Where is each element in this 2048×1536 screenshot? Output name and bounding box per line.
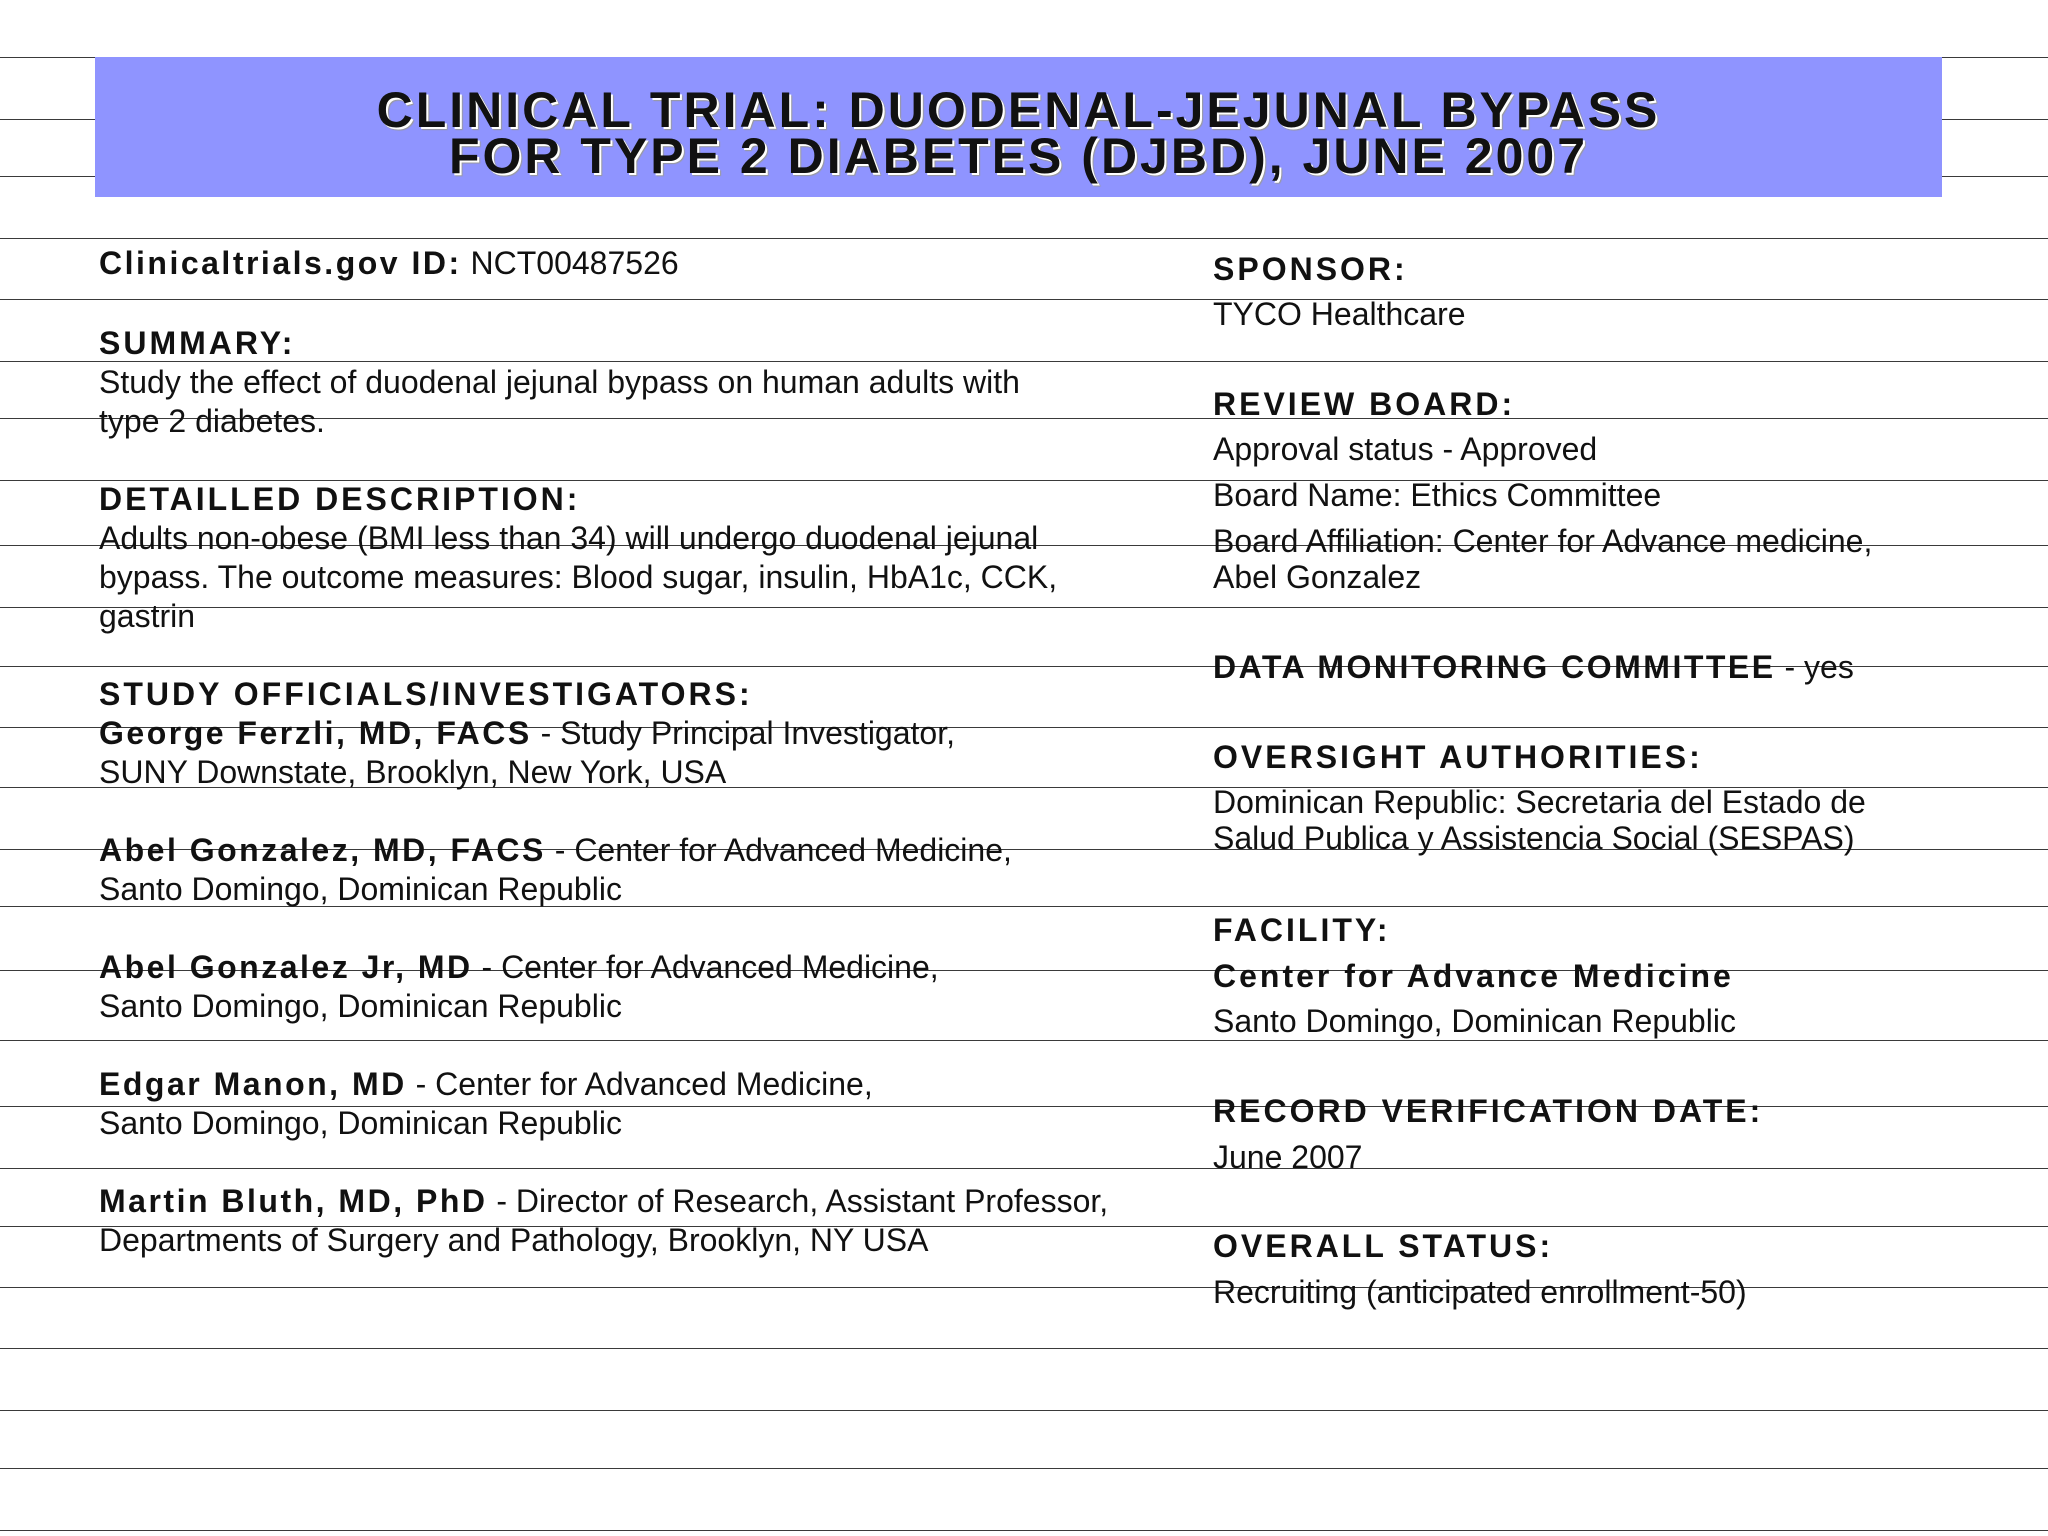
ruled-line [0,607,2048,608]
review-board-affiliation-cont: Abel Gonzalez [1213,559,1422,595]
sponsor-value: TYCO Healthcare [1213,296,1466,332]
review-board-name: Board Name: Ethics Committee [1213,477,1662,513]
official-entry [99,714,955,753]
official-name: Martin Bluth, MD, PhD [99,1183,488,1219]
officials-heading: STUDY OFFICIALS/INVESTIGATORS: [99,676,753,712]
sponsor-heading: SPONSOR: [1213,251,1408,287]
official-location: Santo Domingo, Dominican Republic [99,871,622,907]
verification-value: June 2007 [1213,1139,1363,1175]
ruled-line [0,1468,2048,1469]
facility-heading: FACILITY: [1213,912,1391,948]
summary-heading: SUMMARY: [99,325,296,361]
overall-status-value: Recruiting (anticipated enrollment-50) [1213,1274,1747,1310]
summary-line-1: Study the effect of duodenal jejunal bypass on human adults with [99,364,1020,400]
ruled-line [0,238,2048,239]
official-entry [99,831,1012,870]
official-affiliation: - Center for Advanced Medicine, [472,949,939,985]
official-name: George Ferzli, MD, FACS [99,715,532,751]
official-affiliation: - Director of Research, Assistant Professor, [487,1183,1109,1219]
description-line-1: Adults non-obese (BMI less than 34) will undergo duodenal jejunal [99,520,1039,556]
data-monitoring-committee [1213,648,1854,687]
verification-heading: RECORD VERIFICATION DATE: [1213,1093,1764,1129]
official-location: SUNY Downstate, Brooklyn, New York, USA [99,754,727,790]
official-name: Edgar Manon, MD [99,1066,407,1102]
facility-location: Santo Domingo, Dominican Republic [1213,1003,1736,1039]
ruled-line [0,1348,2048,1349]
overall-status-heading: OVERALL STATUS: [1213,1228,1554,1264]
description-line-2: bypass. The outcome measures: Blood sugar, insulin, HbA1c, CCK, [99,559,1058,595]
official-affiliation: - Study Principal Investigator, [531,715,955,751]
trial-id [99,244,679,283]
summary-line-2: type 2 diabetes. [99,403,325,439]
oversight-heading: OVERSIGHT AUTHORITIES: [1213,739,1703,775]
review-board-heading: REVIEW BOARD: [1213,386,1516,422]
title-banner [95,57,1942,197]
description-line-3: gastrin [99,598,196,634]
ruled-line [0,1040,2048,1041]
review-approval-status: Approval status - Approved [1213,431,1598,467]
oversight-line-1: Dominican Republic: Secretaria del Estado de [1213,784,1866,820]
official-entry [99,1182,1108,1221]
description-heading: DETAILLED DESCRIPTION: [99,481,581,517]
official-name: Abel Gonzalez Jr, MD [99,949,473,985]
official-location: Santo Domingo, Dominican Republic [99,988,622,1024]
trial-id-value: NCT00487526 [470,245,679,281]
official-location: Departments of Surgery and Pathology, Brooklyn, NY USA [99,1222,929,1258]
official-name: Abel Gonzalez, MD, FACS [99,832,546,868]
official-affiliation: - Center for Advanced Medicine, [545,832,1012,868]
ruled-line [0,299,2048,300]
official-affiliation: - Center for Advanced Medicine, [406,1066,873,1102]
dmc-value: - yes [1775,649,1854,685]
title-line-1: CLINICAL TRIAL: DUODENAL-JEJUNAL BYPASS [376,82,1661,138]
trial-id-label: Clinicaltrials.gov ID: [99,245,462,281]
facility-name: Center for Advance Medicine [1213,958,1734,994]
ruled-line [0,1410,2048,1411]
title-line-2: FOR TYPE 2 DIABETES (DJBD), JUNE 2007 [448,128,1589,184]
review-board-affiliation: Board Affiliation: Center for Advance medicine, [1213,523,1873,559]
official-location: Santo Domingo, Dominican Republic [99,1105,622,1141]
oversight-line-2: Salud Publica y Assistencia Social (SESPAS) [1213,820,1855,856]
official-entry [99,948,939,987]
ruled-line [0,1168,2048,1169]
official-entry [99,1065,873,1104]
ruled-line [0,1530,2048,1531]
dmc-heading: DATA MONITORING COMMITTEE [1213,649,1776,685]
ruled-line [0,361,2048,362]
